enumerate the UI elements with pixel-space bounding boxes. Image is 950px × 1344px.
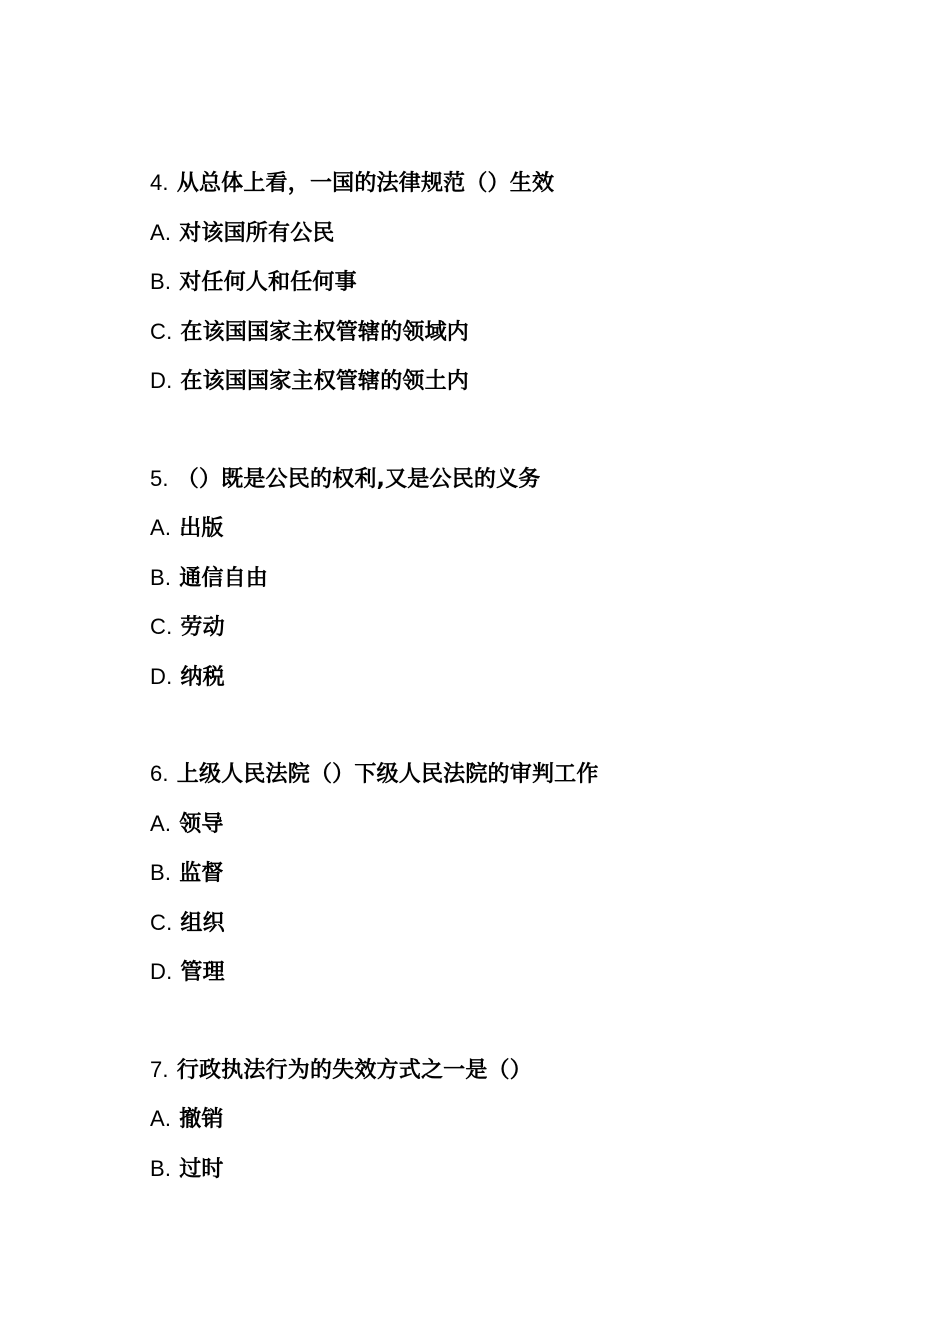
option-text: 组织 xyxy=(180,910,225,936)
option-text: 管理 xyxy=(180,960,225,985)
option-text: 撤销 xyxy=(179,1107,224,1132)
option-text: 监督 xyxy=(179,861,224,886)
option-b xyxy=(150,257,870,307)
option-a xyxy=(150,503,870,553)
question-stem xyxy=(150,454,870,504)
question-number: 5. xyxy=(150,465,169,491)
question-list xyxy=(150,158,870,1241)
question-text: 行政执法行为的失效方式之一是（） xyxy=(176,1057,532,1083)
option-d xyxy=(150,652,870,702)
option-key: D. xyxy=(150,959,173,984)
option-d xyxy=(150,356,870,406)
option-key: C. xyxy=(150,614,173,639)
question-stem xyxy=(150,749,870,799)
option-b xyxy=(150,848,870,898)
option-key: A. xyxy=(150,219,172,245)
option-key: A. xyxy=(150,515,172,540)
option-key: D. xyxy=(150,663,173,689)
option-key: C. xyxy=(150,318,173,344)
question-stem xyxy=(150,1045,870,1095)
option-a xyxy=(150,208,870,258)
option-text: 纳税 xyxy=(180,664,225,690)
question-4 xyxy=(150,158,870,406)
option-key: A. xyxy=(150,1106,172,1131)
question-number: 7. xyxy=(150,1056,169,1082)
option-key: C. xyxy=(150,909,173,935)
question-number: 6. xyxy=(150,761,169,786)
option-key: B. xyxy=(150,564,172,590)
option-text: 过时 xyxy=(179,1156,224,1182)
question-number: 4. xyxy=(150,170,169,195)
option-text: 出版 xyxy=(179,516,224,541)
option-text: 通信自由 xyxy=(179,565,268,591)
option-b xyxy=(150,553,870,603)
option-text: 对任何人和任何事 xyxy=(179,270,357,295)
question-7 xyxy=(150,1045,870,1194)
option-text: 领导 xyxy=(179,811,224,837)
question-text: （）既是公民的权利,又是公民的义务 xyxy=(176,466,541,492)
option-text: 在该国国家主权管辖的领土内 xyxy=(180,369,470,394)
question-text: 从总体上看，一国的法律规范（）生效 xyxy=(176,171,555,196)
option-key: B. xyxy=(150,860,172,885)
question-5 xyxy=(150,454,870,702)
question-text: 上级人民法院（）下级人民法院的审判工作 xyxy=(176,762,599,787)
option-key: B. xyxy=(150,269,172,294)
option-a xyxy=(150,1094,870,1144)
option-key: B. xyxy=(150,1155,172,1181)
option-d xyxy=(150,947,870,997)
option-key: D. xyxy=(150,368,173,393)
option-text: 劳动 xyxy=(180,615,225,640)
question-stem xyxy=(150,158,870,208)
option-b xyxy=(150,1144,870,1194)
option-text: 在该国国家主权管辖的领域内 xyxy=(180,319,470,345)
option-c xyxy=(150,307,870,357)
option-c xyxy=(150,898,870,948)
option-a xyxy=(150,799,870,849)
option-c xyxy=(150,602,870,652)
option-text: 对该国所有公民 xyxy=(179,220,335,246)
question-6 xyxy=(150,749,870,997)
option-key: A. xyxy=(150,810,172,836)
